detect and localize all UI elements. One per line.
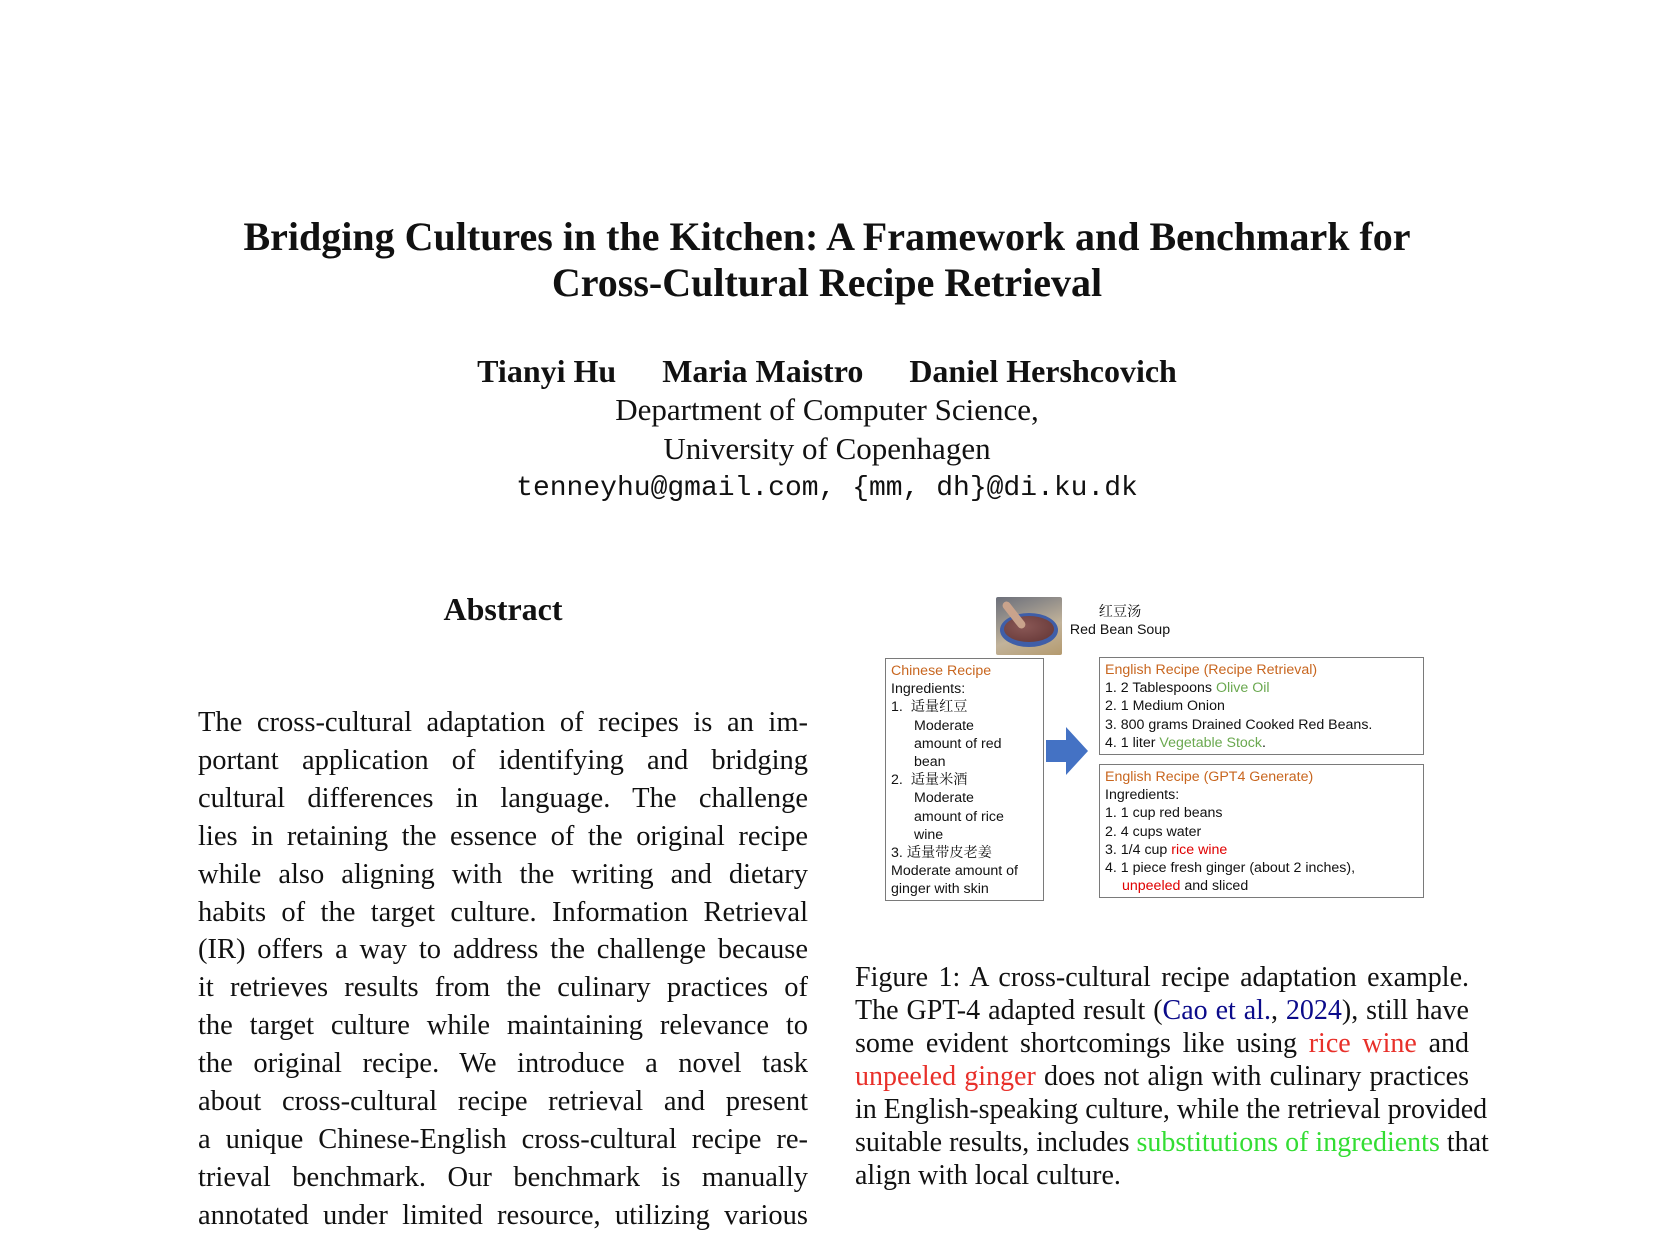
retrieval-ingredient: 1. 2 Tablespoons Olive Oil bbox=[1105, 680, 1270, 697]
author-list bbox=[0, 353, 1654, 390]
citation-link[interactable]: Cao et al., 2024 bbox=[1162, 995, 1342, 1026]
affiliation-department: Department of Computer Science, bbox=[615, 392, 1039, 427]
abstract-line: while also aligning with the writing and dietary bbox=[198, 858, 808, 890]
gpt4-ingredient: 1. 1 cup red beans bbox=[1105, 805, 1223, 822]
caption-line: The GPT-4 adapted result (Cao et al., 2024), still have bbox=[855, 995, 1469, 1026]
gpt4-recipe-title: English Recipe (GPT4 Generate) bbox=[1105, 769, 1314, 785]
caption-line: unpeeled ginger does not align with culinary practices bbox=[855, 1061, 1469, 1092]
abstract-line: The cross-cultural adaptation of recipes is an im- bbox=[198, 707, 808, 738]
abstract-line: (IR) offers a way to address the challenge because bbox=[198, 934, 808, 966]
abstract-line: portant application of identifying and bridging bbox=[198, 744, 808, 776]
caption-line: align with local culture. bbox=[855, 1160, 1121, 1191]
abstract-heading: Abstract bbox=[443, 591, 563, 627]
abstract-line: the original recipe. We introduce a novel task bbox=[198, 1048, 808, 1080]
title-line-2: Cross-Cultural Recipe Retrieval bbox=[551, 260, 1103, 305]
abstract-line: the target culture while maintaining relevance to bbox=[198, 1010, 808, 1042]
caption-line: Figure 1: A cross-cultural recipe adaptation example. bbox=[855, 962, 1469, 993]
abstract-line: about cross-cultural recipe retrieval and present bbox=[198, 1086, 808, 1118]
ingredient-item: 1. 适量红豆 bbox=[891, 699, 968, 716]
chinese-recipe-box bbox=[885, 658, 1044, 901]
gpt4-ingredient-continuation: unpeeled and sliced bbox=[1122, 878, 1249, 895]
abstract-line: annotated under limited resource, utilizing various bbox=[198, 1199, 808, 1231]
abstract-line: cultural differences in language. The challenge bbox=[198, 782, 808, 814]
dish-name bbox=[1065, 603, 1175, 639]
author-name: Maria Maistro bbox=[662, 353, 864, 389]
ingredient-translation: Moderate bbox=[914, 790, 974, 807]
right-arrow-icon bbox=[1046, 727, 1088, 775]
ingredient-translation: Moderate amount of bbox=[891, 863, 1018, 880]
red-bean-soup-photo bbox=[996, 597, 1062, 655]
retrieval-ingredient: 3. 800 grams Drained Cooked Red Beans. bbox=[1105, 716, 1373, 733]
chinese-recipe-title: Chinese Recipe bbox=[891, 663, 992, 679]
author-name: Tianyi Hu bbox=[477, 353, 617, 389]
caption-line: some evident shortcomings like using rice wine and bbox=[855, 1028, 1470, 1059]
paper-title bbox=[0, 214, 1654, 306]
ingredient-translation: amount of rice bbox=[914, 808, 1004, 825]
gpt4-ingredient: 4. 1 piece fresh ginger (about 2 inches), bbox=[1105, 860, 1356, 877]
abstract-line: lies in retaining the essence of the original recipe bbox=[198, 820, 808, 852]
ingredients-label: Ingredients: bbox=[891, 681, 966, 698]
ingredient-item: 2. 适量米酒 bbox=[891, 772, 968, 789]
retrieval-ingredient: 2. 1 Medium Onion bbox=[1105, 698, 1225, 715]
author-name: Daniel Hershcovich bbox=[909, 353, 1177, 389]
abstract-line: trieval benchmark. Our benchmark is manually bbox=[198, 1161, 808, 1193]
retrieval-recipe-box bbox=[1099, 657, 1424, 755]
abstract-line: habits of the target culture. Information Retrieval bbox=[198, 896, 808, 928]
dish-name-en: Red Bean Soup bbox=[1069, 622, 1171, 639]
abstract-body bbox=[198, 704, 808, 1235]
ingredient-translation: amount of red bbox=[914, 735, 1002, 752]
ingredient-translation: Moderate bbox=[914, 717, 974, 734]
ingredient-translation: wine bbox=[914, 826, 944, 843]
caption-line: in English-speaking culture, while the retrieval provided bbox=[855, 1094, 1488, 1125]
figure-caption bbox=[855, 961, 1489, 1192]
gpt4-recipe-box bbox=[1099, 764, 1424, 898]
affiliation-university: University of Copenhagen bbox=[663, 431, 991, 466]
ingredient-translation: bean bbox=[914, 754, 946, 771]
abstract-line: a unique Chinese-English cross-cultural recipe re- bbox=[198, 1123, 808, 1155]
author-emails: tenneyhu@gmail.com, {mm, dh}@di.ku.dk bbox=[516, 473, 1138, 504]
caption-line: suitable results, includes substitutions of ingredients that bbox=[855, 1127, 1489, 1158]
ingredients-label: Ingredients: bbox=[1105, 787, 1180, 804]
gpt4-ingredient: 3. 1/4 cup rice wine bbox=[1105, 841, 1228, 858]
abstract-line: it retrieves results from the culinary practices of bbox=[198, 972, 808, 1004]
gpt4-ingredient: 2. 4 cups water bbox=[1105, 823, 1202, 840]
ingredient-translation: ginger with skin bbox=[891, 881, 989, 898]
title-line-1: Bridging Cultures in the Kitchen: A Framework and Benchmark for bbox=[243, 214, 1411, 259]
ingredient-item: 3. 适量带皮老姜 bbox=[891, 845, 992, 862]
dish-name-zh: 红豆汤 bbox=[1098, 604, 1142, 620]
retrieval-recipe-title: English Recipe (Recipe Retrieval) bbox=[1105, 662, 1318, 678]
retrieval-ingredient: 4. 1 liter Vegetable Stock. bbox=[1105, 734, 1266, 751]
